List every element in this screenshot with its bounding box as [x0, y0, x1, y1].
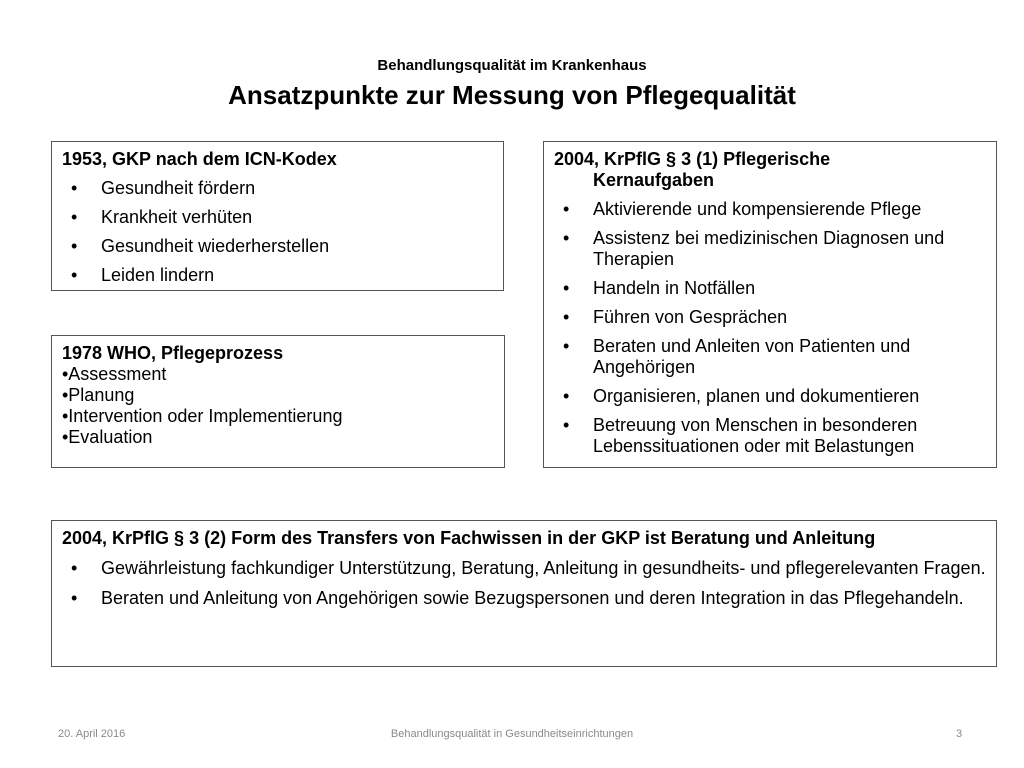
- list-item-text: Handeln in Notfällen: [593, 278, 756, 298]
- krpflg-transfer-box: [51, 520, 997, 667]
- list-item: [554, 228, 986, 270]
- list-item: [62, 265, 493, 286]
- list-item-text: Betreuung von Menschen in besonderen Lebenssituationen oder mit Belastungen: [593, 415, 918, 456]
- list-item: [62, 588, 986, 609]
- bullet-icon: •: [71, 178, 78, 198]
- krpflg-kernaufgaben-list: [554, 199, 986, 457]
- list-item-text: Aktivierende und kompensierende Pflege: [593, 199, 922, 219]
- list-item: •Intervention oder Implementierung: [62, 406, 343, 426]
- bullet-icon: •: [563, 199, 570, 219]
- who-pflegeprozess-box: [51, 335, 505, 468]
- krpflg-transfer-heading: 2004, KrPflG § 3 (2) Form des Transfers von Fachwissen in der GKP ist Beratung und Anleitung: [62, 528, 876, 548]
- list-item-text: Krankheit verhüten: [101, 207, 253, 227]
- footer-page-number: 3: [956, 728, 963, 740]
- list-item-text: Gewährleistung fachkundiger Unterstützung, Beratung, Anleitung in gesundheits- und pflegerelevanten Fragen.: [101, 558, 986, 578]
- bullet-icon: •: [563, 415, 570, 435]
- list-item-text: Gesundheit fördern: [101, 178, 256, 198]
- icn-kodex-box: [51, 141, 504, 291]
- list-item: •Planung: [62, 385, 135, 405]
- krpflg-kernaufgaben-box: [543, 141, 997, 468]
- bullet-icon: •: [71, 558, 78, 578]
- list-item: [62, 207, 493, 228]
- bullet-icon: •: [563, 228, 570, 248]
- list-item-text: Organisieren, planen und dokumentieren: [593, 386, 920, 406]
- footer-date: 20. April 2016: [58, 728, 126, 740]
- list-item-text: Führen von Gesprächen: [593, 307, 788, 327]
- footer-title: Behandlungsqualität in Gesundheitseinrichtungen: [390, 728, 634, 740]
- bullet-icon: •: [71, 265, 78, 285]
- list-item-text: Assistenz bei medizinischen Diagnosen und Therapien: [593, 228, 945, 269]
- list-item-text: Beraten und Anleiten von Patienten und Angehörigen: [593, 336, 911, 377]
- list-item-text: Leiden lindern: [101, 265, 215, 285]
- icn-kodex-list: [62, 178, 493, 286]
- list-item: [554, 199, 986, 220]
- list-item: [554, 278, 986, 299]
- krpflg-transfer-list: [62, 558, 986, 609]
- heading-line: Kernaufgaben: [593, 170, 715, 190]
- bullet-icon: •: [563, 307, 570, 327]
- list-item-text: Beraten und Anleitung von Angehörigen sowie Bezugspersonen und deren Integration in das Pflegehandeln.: [101, 588, 964, 608]
- heading-line: 2004, KrPflG § 3 (1) Pflegerische: [554, 149, 831, 169]
- icn-kodex-heading: 1953, GKP nach dem ICN-Kodex: [62, 149, 337, 169]
- bullet-icon: •: [71, 207, 78, 227]
- list-item: [62, 558, 986, 579]
- list-item-text: Gesundheit wiederherstellen: [101, 236, 330, 256]
- bullet-icon: •: [71, 236, 78, 256]
- slide-subtitle: Behandlungsqualität im Krankenhaus: [377, 57, 647, 74]
- list-item: •Assessment: [62, 364, 167, 384]
- krpflg-kernaufgaben-heading: [554, 149, 986, 191]
- list-item: [554, 415, 986, 457]
- list-item: [62, 236, 493, 257]
- bullet-icon: •: [71, 588, 78, 608]
- slide-title: Ansatzpunkte zur Messung von Pflegequalität: [228, 80, 796, 110]
- bullet-icon: •: [563, 336, 570, 356]
- bullet-icon: •: [563, 278, 570, 298]
- list-item: •Evaluation: [62, 427, 153, 447]
- list-item: [62, 178, 493, 199]
- list-item: [554, 336, 986, 378]
- list-item: [554, 386, 986, 407]
- list-item: [554, 307, 986, 328]
- bullet-icon: •: [563, 386, 570, 406]
- who-pflegeprozess-heading: 1978 WHO, Pflegeprozess: [62, 343, 284, 363]
